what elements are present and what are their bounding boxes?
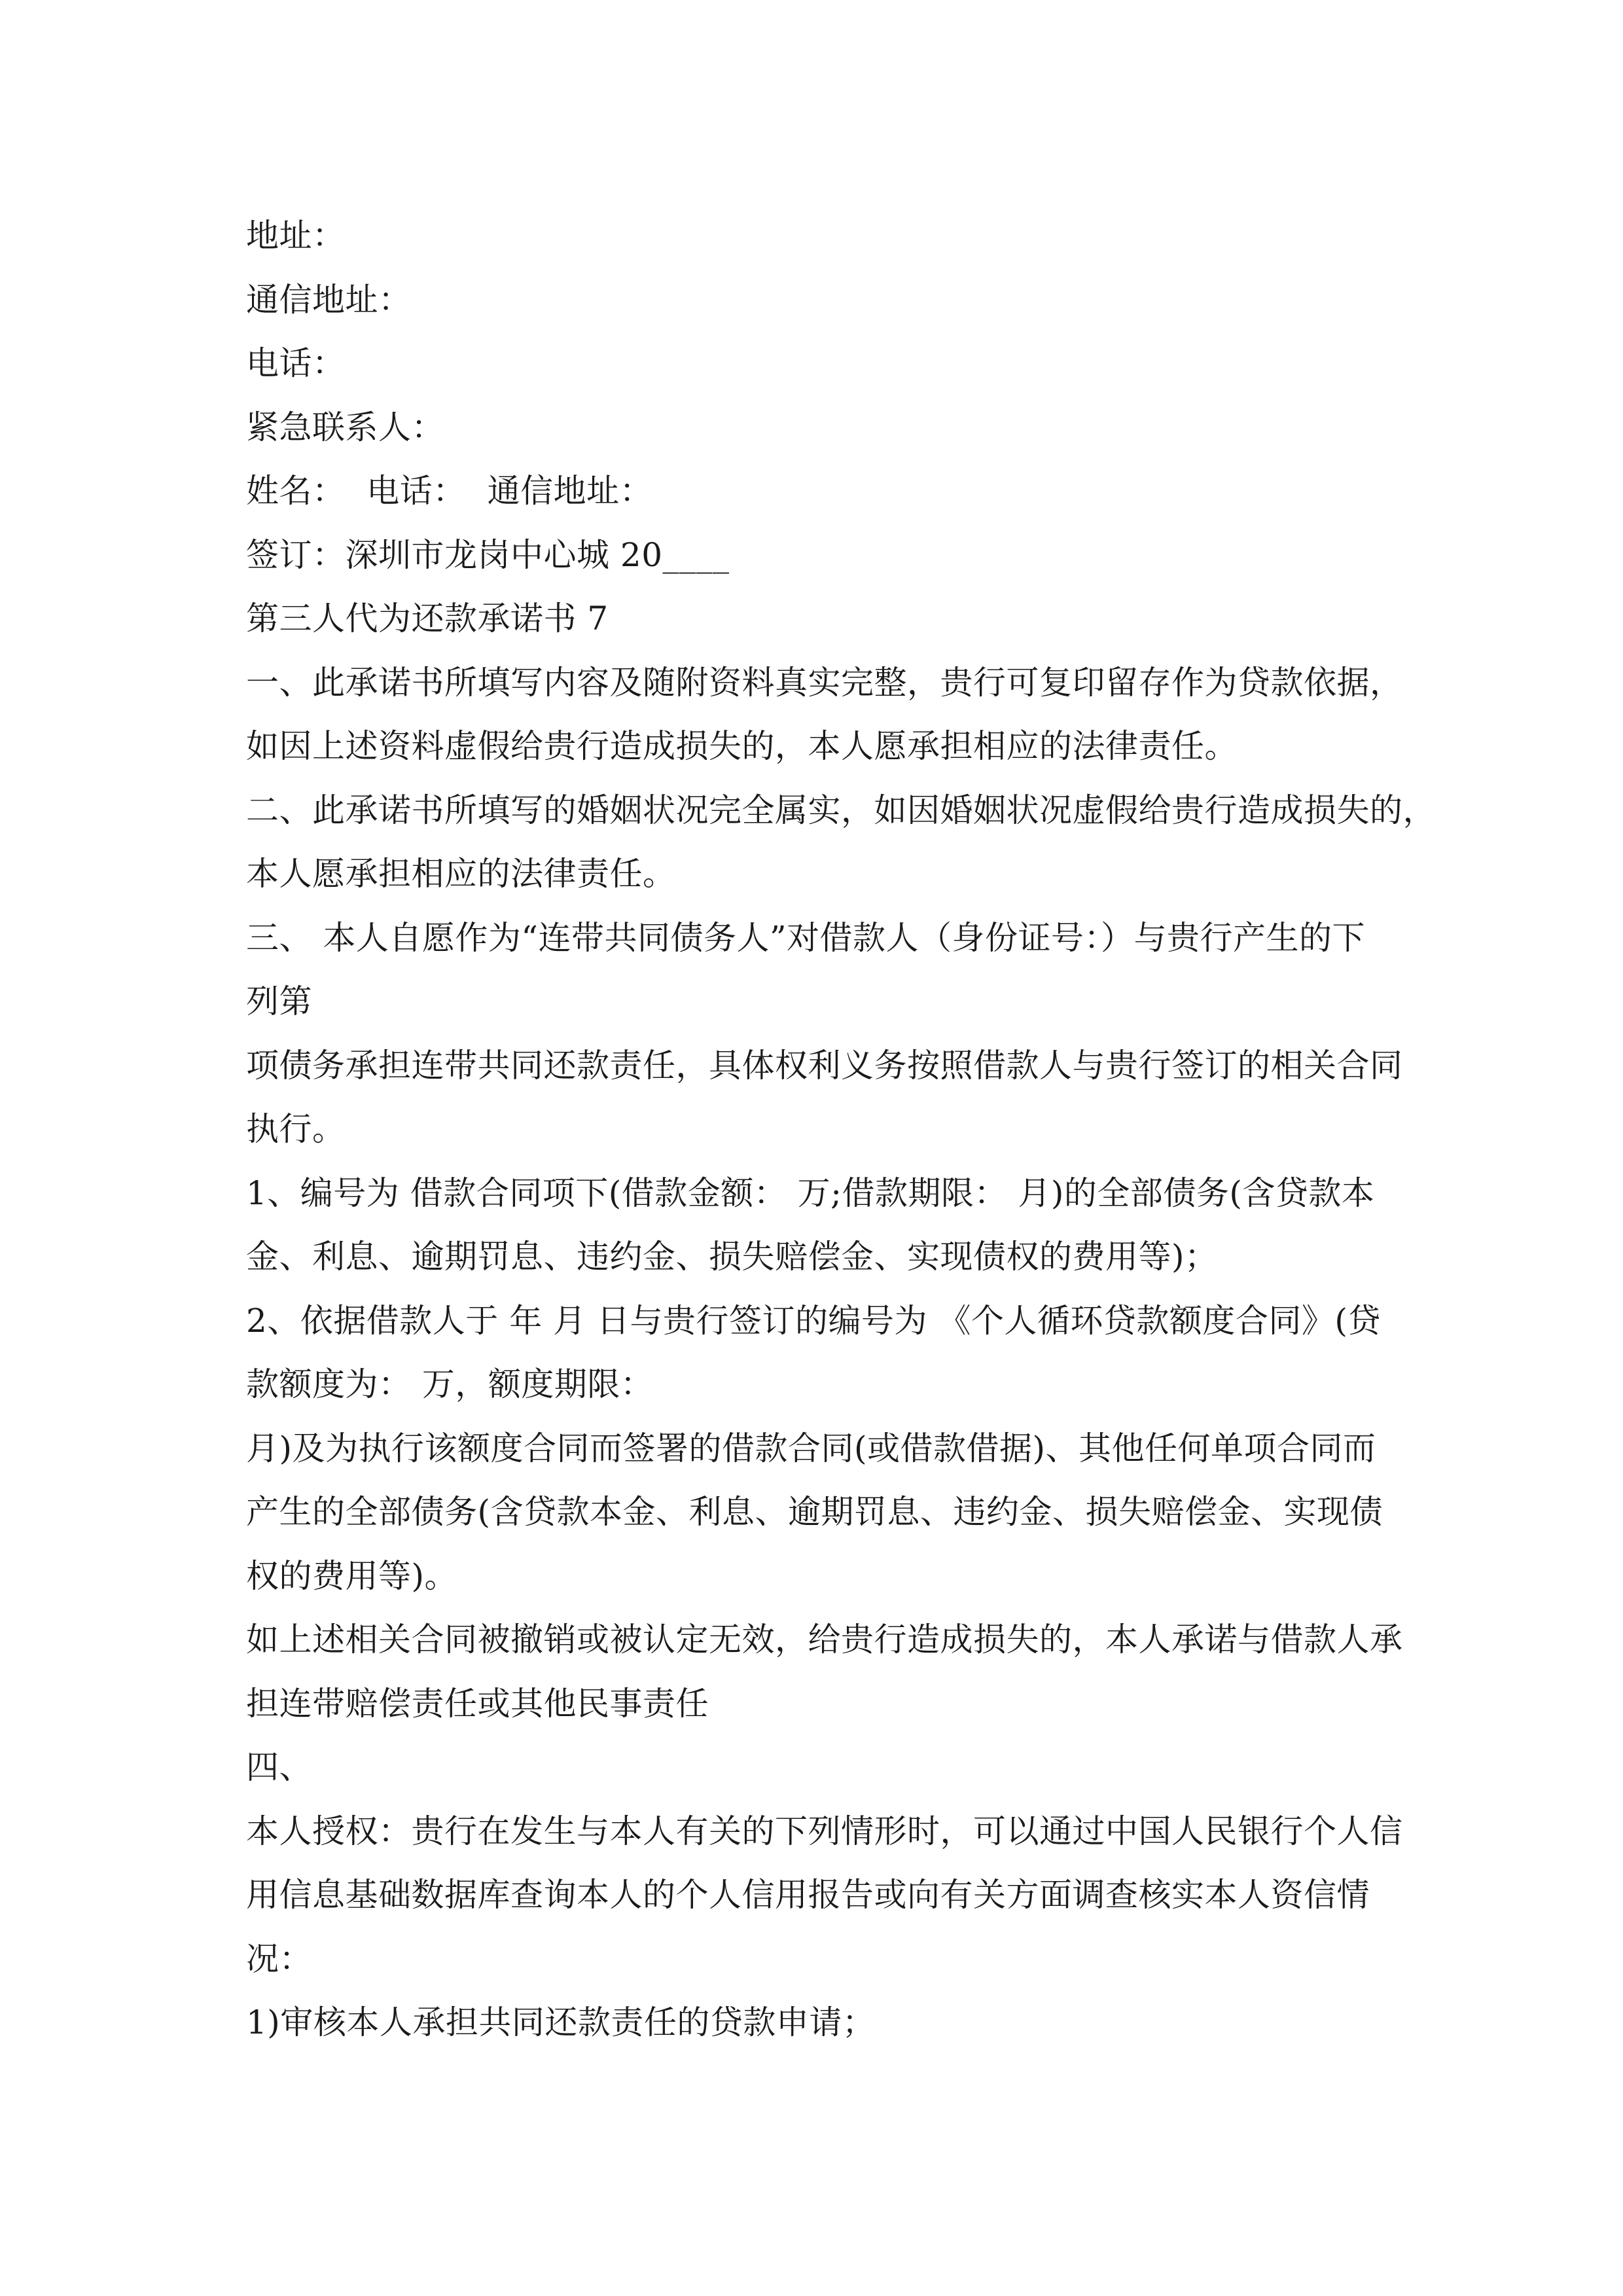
- item-2-line-1: 2、依据借款人于 年 月 日与贵行签订的编号为 《个人循环贷款额度合同》(贷: [246, 1301, 1381, 1340]
- clause-4-heading: 四、: [246, 1748, 312, 1786]
- authorization-line-1: 本人授权：贵行在发生与本人有关的下列情形时，可以通过中国人民银行个人信: [246, 1812, 1403, 1850]
- invalidity-line-2: 担连带赔偿责任或其他民事责任: [246, 1684, 709, 1723]
- section-title: 第三人代为还款承诺书 7: [246, 600, 609, 637]
- clause-3-line-3: 项债务承担连带共同还款责任，具体权利义务按照借款人与贵行签订的相关合同: [246, 1046, 1403, 1085]
- invalidity-line-1: 如上述相关合同被撤销或被认定无效，给贵行造成损失的，本人承诺与借款人承: [246, 1621, 1403, 1659]
- authorization-line-2: 用信息基础数据库查询本人的个人信用报告或向有关方面调查核实本人资信情: [246, 1876, 1370, 1914]
- document-body: [246, 204, 1436, 2055]
- clause-1-line-2: 如因上述资料虚假给贵行造成损失的，本人愿承担相应的法律责任。: [246, 727, 1238, 765]
- item-2-line-4: 产生的全部债务(含贷款本金、利息、逾期罚息、违约金、损失赔偿金、实现债: [246, 1493, 1383, 1531]
- field-mailing-address: 通信地址：: [246, 280, 412, 319]
- item-1-line-1: 1、编号为 借款合同项下(借款金额： 万;借款期限： 月)的全部债务(含贷款本: [246, 1174, 1375, 1212]
- field-address: 地址：: [246, 217, 346, 255]
- item-2-line-2: 款额度为： 万，额度期限：: [246, 1365, 654, 1403]
- clause-3-line-4: 执行。: [246, 1110, 346, 1148]
- authorization-line-3: 况：: [246, 1939, 312, 1978]
- item-2-line-3: 月)及为执行该额度合同而签署的借款合同(或借款借据)、其他任何单项合同而: [246, 1429, 1376, 1467]
- item-2-line-5: 权的费用等)。: [246, 1556, 458, 1595]
- clause-3-line-2: 列第: [246, 982, 312, 1020]
- clause-2-line-2: 本人愿承担相应的法律责任。: [246, 855, 676, 893]
- field-contact-details: 姓名： 电话： 通信地址：: [246, 472, 653, 510]
- clause-1-line-1: 一、此承诺书所填写内容及随附资料真实完整，贵行可复印留存作为贷款依据，: [246, 663, 1403, 702]
- clause-2-line-1: 二、此承诺书所填写的婚姻状况完全属实，如因婚姻状况虚假给贵行造成损失的，: [246, 791, 1436, 829]
- clause-3-line-1: 三、 本人自愿作为“连带共同债务人”对借款人（身份证号：）与贵行产生的下: [246, 918, 1366, 957]
- item-1-line-2: 金、利息、逾期罚息、违约金、损失赔偿金、实现债权的费用等)；: [246, 1238, 1218, 1276]
- field-signed-at: 签订：深圳市龙岗中心城 20____: [246, 535, 730, 574]
- field-phone: 电话：: [246, 344, 346, 382]
- field-emergency-contact: 紧急联系人：: [246, 408, 444, 446]
- authorization-item-1: 1)审核本人承担共同还款责任的贷款申请；: [246, 2003, 876, 2041]
